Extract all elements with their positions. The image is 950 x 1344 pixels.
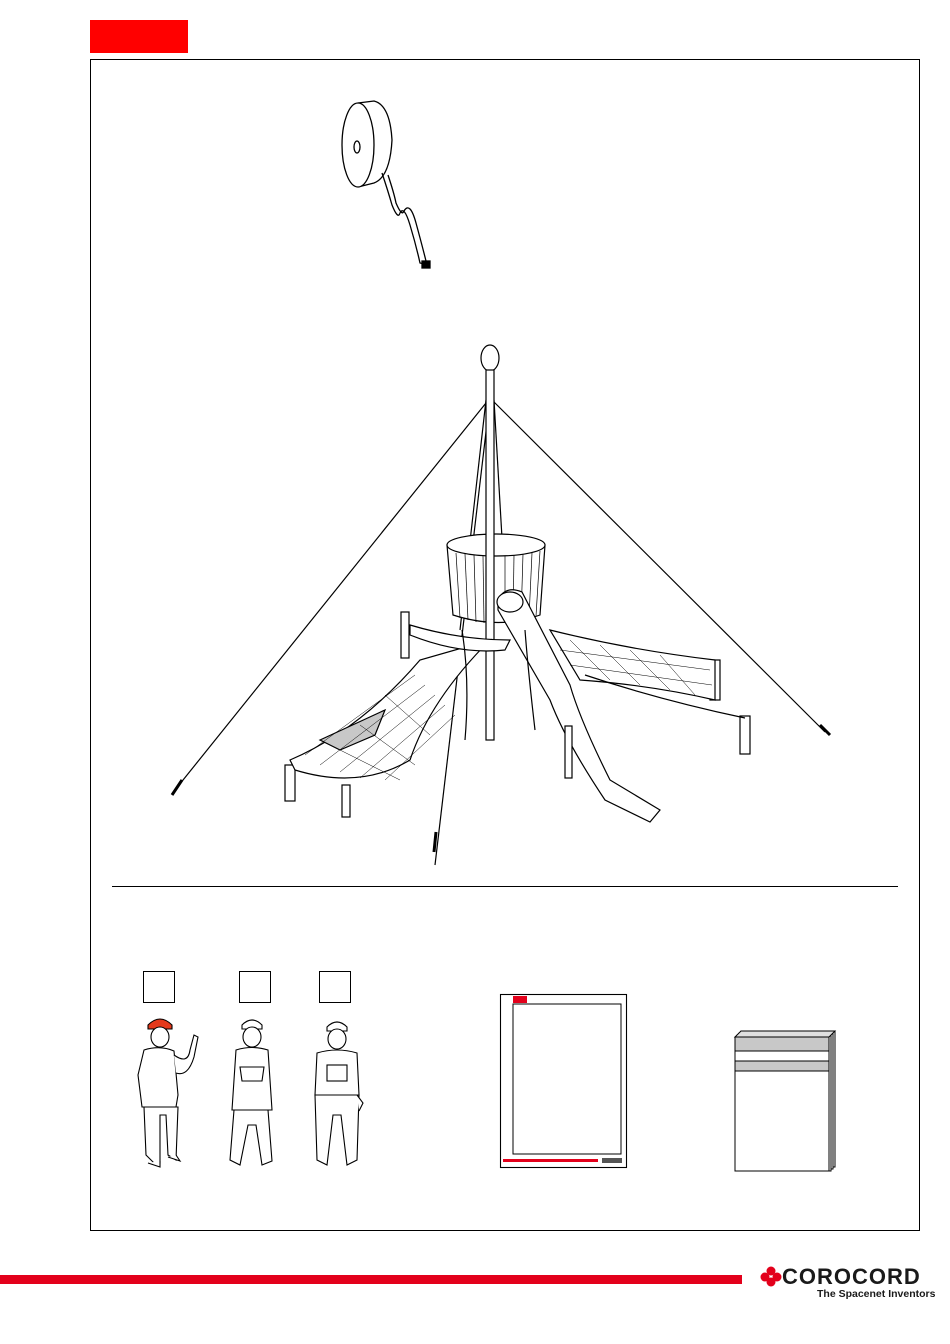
checkbox-supervisor[interactable] xyxy=(143,971,175,1003)
playground-spacenet-tower-illustration xyxy=(160,340,840,870)
section-divider xyxy=(112,886,898,887)
brand-name: COROCORD xyxy=(782,1264,921,1289)
checkbox-worker[interactable] xyxy=(319,971,351,1003)
engineer-with-clipboard-icon xyxy=(218,1015,288,1175)
supervisor-with-red-helmet-icon xyxy=(130,1015,205,1175)
worker-with-tools-icon xyxy=(305,1015,370,1175)
checkbox-engineer[interactable] xyxy=(239,971,271,1003)
corocord-emblem-icon xyxy=(760,1266,782,1288)
corocord-logo xyxy=(760,1264,936,1304)
installation-manual-icon xyxy=(500,994,628,1169)
header-red-tab xyxy=(90,20,188,53)
document-stack-icon xyxy=(733,1027,838,1172)
brand-tagline: The Spacenet Inventors xyxy=(817,1288,936,1300)
measuring-tape-icon xyxy=(330,95,450,280)
footer-red-bar xyxy=(0,1275,742,1284)
